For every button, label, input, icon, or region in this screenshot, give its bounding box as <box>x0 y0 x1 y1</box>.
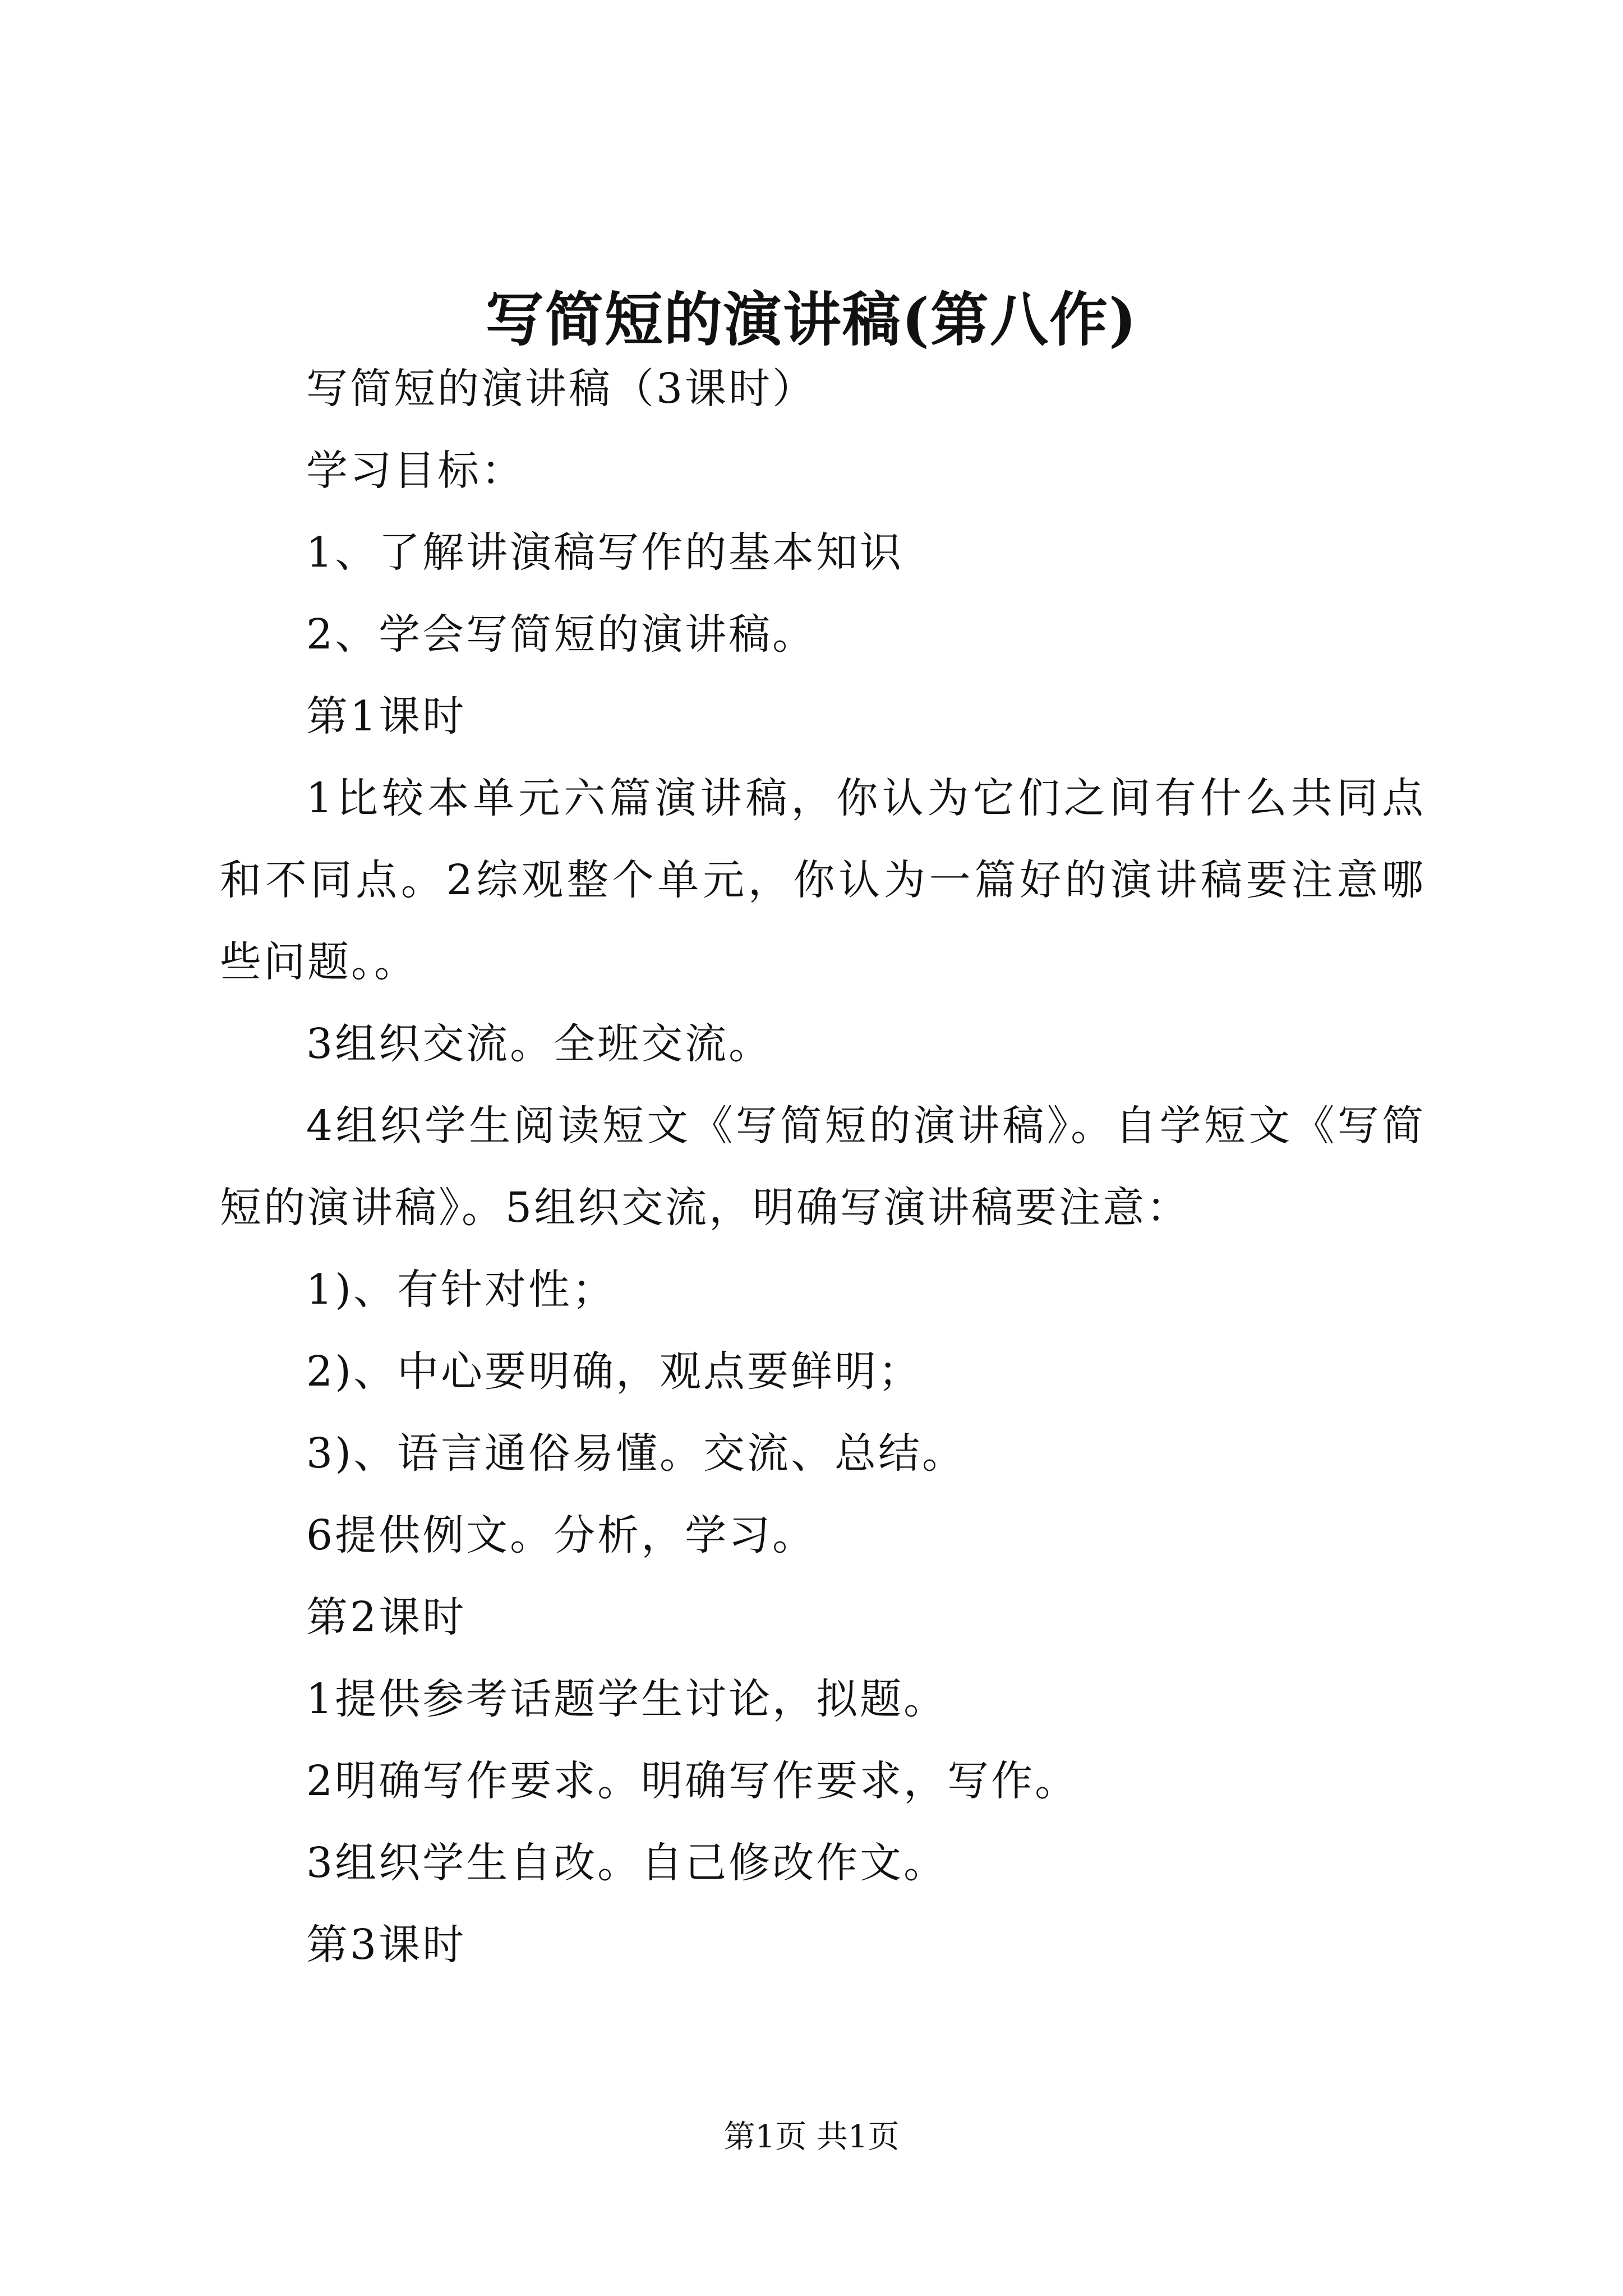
paragraph: 1比较本单元六篇演讲稿，你认为它们之间有什么共同点和不同点。2综观整个单元，你认为一篇好的演讲稿要注意哪些问题。。 <box>220 774 1426 986</box>
paragraph: 1、了解讲演稿写作的基本知识 <box>306 528 904 577</box>
paragraph: 第1课时 <box>306 692 467 740</box>
paragraph: 3)、语言通俗易懂。交流、总结。 <box>306 1429 966 1478</box>
paragraph: 写简短的演讲稿（3课时） <box>306 365 817 413</box>
document-title: 写简短的演讲稿(第八作) <box>485 285 1138 354</box>
paragraph: 1提供参考话题学生讨论，拟题。 <box>306 1675 948 1723</box>
paragraph: 学习目标： <box>306 447 525 495</box>
paragraph: 第3课时 <box>306 1921 467 1969</box>
paragraph: 1)、有针对性； <box>306 1266 616 1314</box>
document-body <box>220 348 1426 1986</box>
paragraph: 第2课时 <box>306 1593 467 1641</box>
paragraph: 2、学会写简短的演讲稿。 <box>306 610 817 659</box>
paragraph: 4组织学生阅读短文《写简短的演讲稿》。自学短文《写简短的演讲稿》。5组织交流，明确写演讲稿要注意： <box>220 1102 1426 1232</box>
paragraph: 3组织学生自改。自己修改作文。 <box>306 1839 948 1887</box>
paragraph: 2)、中心要明确，观点要鲜明； <box>306 1347 922 1396</box>
paragraph: 2明确写作要求。明确写作要求，写作。 <box>306 1757 1079 1805</box>
paragraph: 3组织交流。全班交流。 <box>306 1020 773 1068</box>
page-footer: 第1页 共1页 <box>723 2119 900 2155</box>
paragraph: 6提供例文。分析，学习。 <box>306 1511 817 1559</box>
